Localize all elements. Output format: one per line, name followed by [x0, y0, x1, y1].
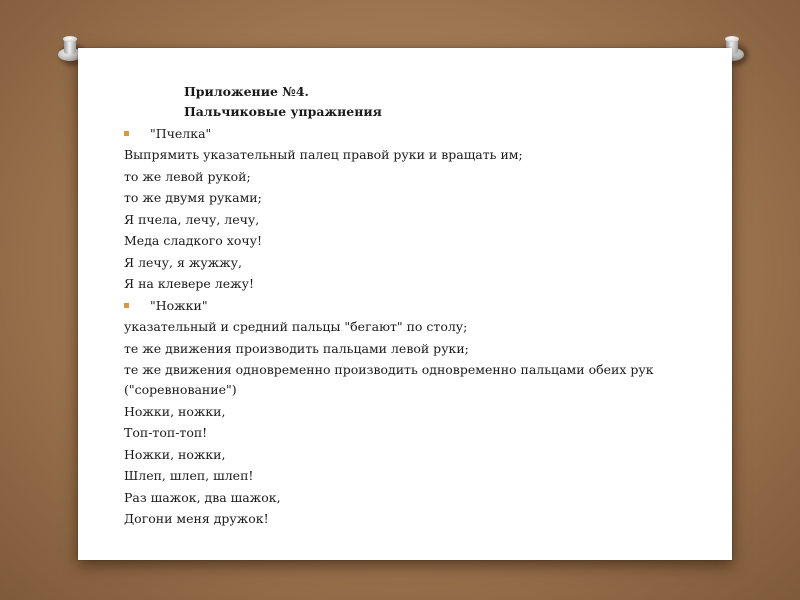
text-line: Я пчела, лечу, лечу,: [124, 211, 260, 227]
list-item-heading: [124, 296, 724, 316]
text-line: Топ-топ-топ!: [124, 425, 208, 440]
text-line: то же левой рукой;: [124, 168, 251, 184]
text-line: указательный и средний пальцы "бегают" по столу;: [124, 319, 468, 334]
text-line: те же движения производить пальцами левой руки;: [124, 340, 469, 356]
text-line: те же движения одновременно производить одновременно пальцами обеих рук: [124, 362, 654, 377]
text-line: ("соревнование"): [124, 382, 237, 397]
text-line: Раз шажок, два шажок,: [124, 489, 281, 505]
square-bullet-icon: [124, 303, 129, 308]
slide-content: [124, 82, 724, 529]
text-line: то же двумя руками;: [124, 190, 262, 205]
slide: [78, 48, 732, 560]
square-bullet-icon: [124, 131, 129, 136]
page-title: Приложение №4.: [184, 84, 309, 99]
text-line: Ножки, ножки,: [124, 446, 226, 462]
text-line: Я на клевере лежу!: [124, 276, 254, 291]
text-line: Шлеп, шлеп, шлеп!: [124, 468, 254, 483]
text-line: Ножки, ножки,: [124, 403, 226, 419]
text-line: Выпрямить указательный палец правой руки и вращать им;: [124, 147, 523, 162]
text-line: Догони меня дружок!: [124, 511, 269, 526]
text-line: Я лечу, я жужжу,: [124, 254, 243, 270]
list-item-heading: [124, 124, 724, 144]
text-line: Меда сладкого хочу!: [124, 233, 263, 248]
page-subtitle: Пальчиковые упражнения: [184, 104, 382, 119]
section-heading: "Ножки": [150, 297, 208, 313]
section-heading: "Пчелка": [150, 125, 212, 141]
